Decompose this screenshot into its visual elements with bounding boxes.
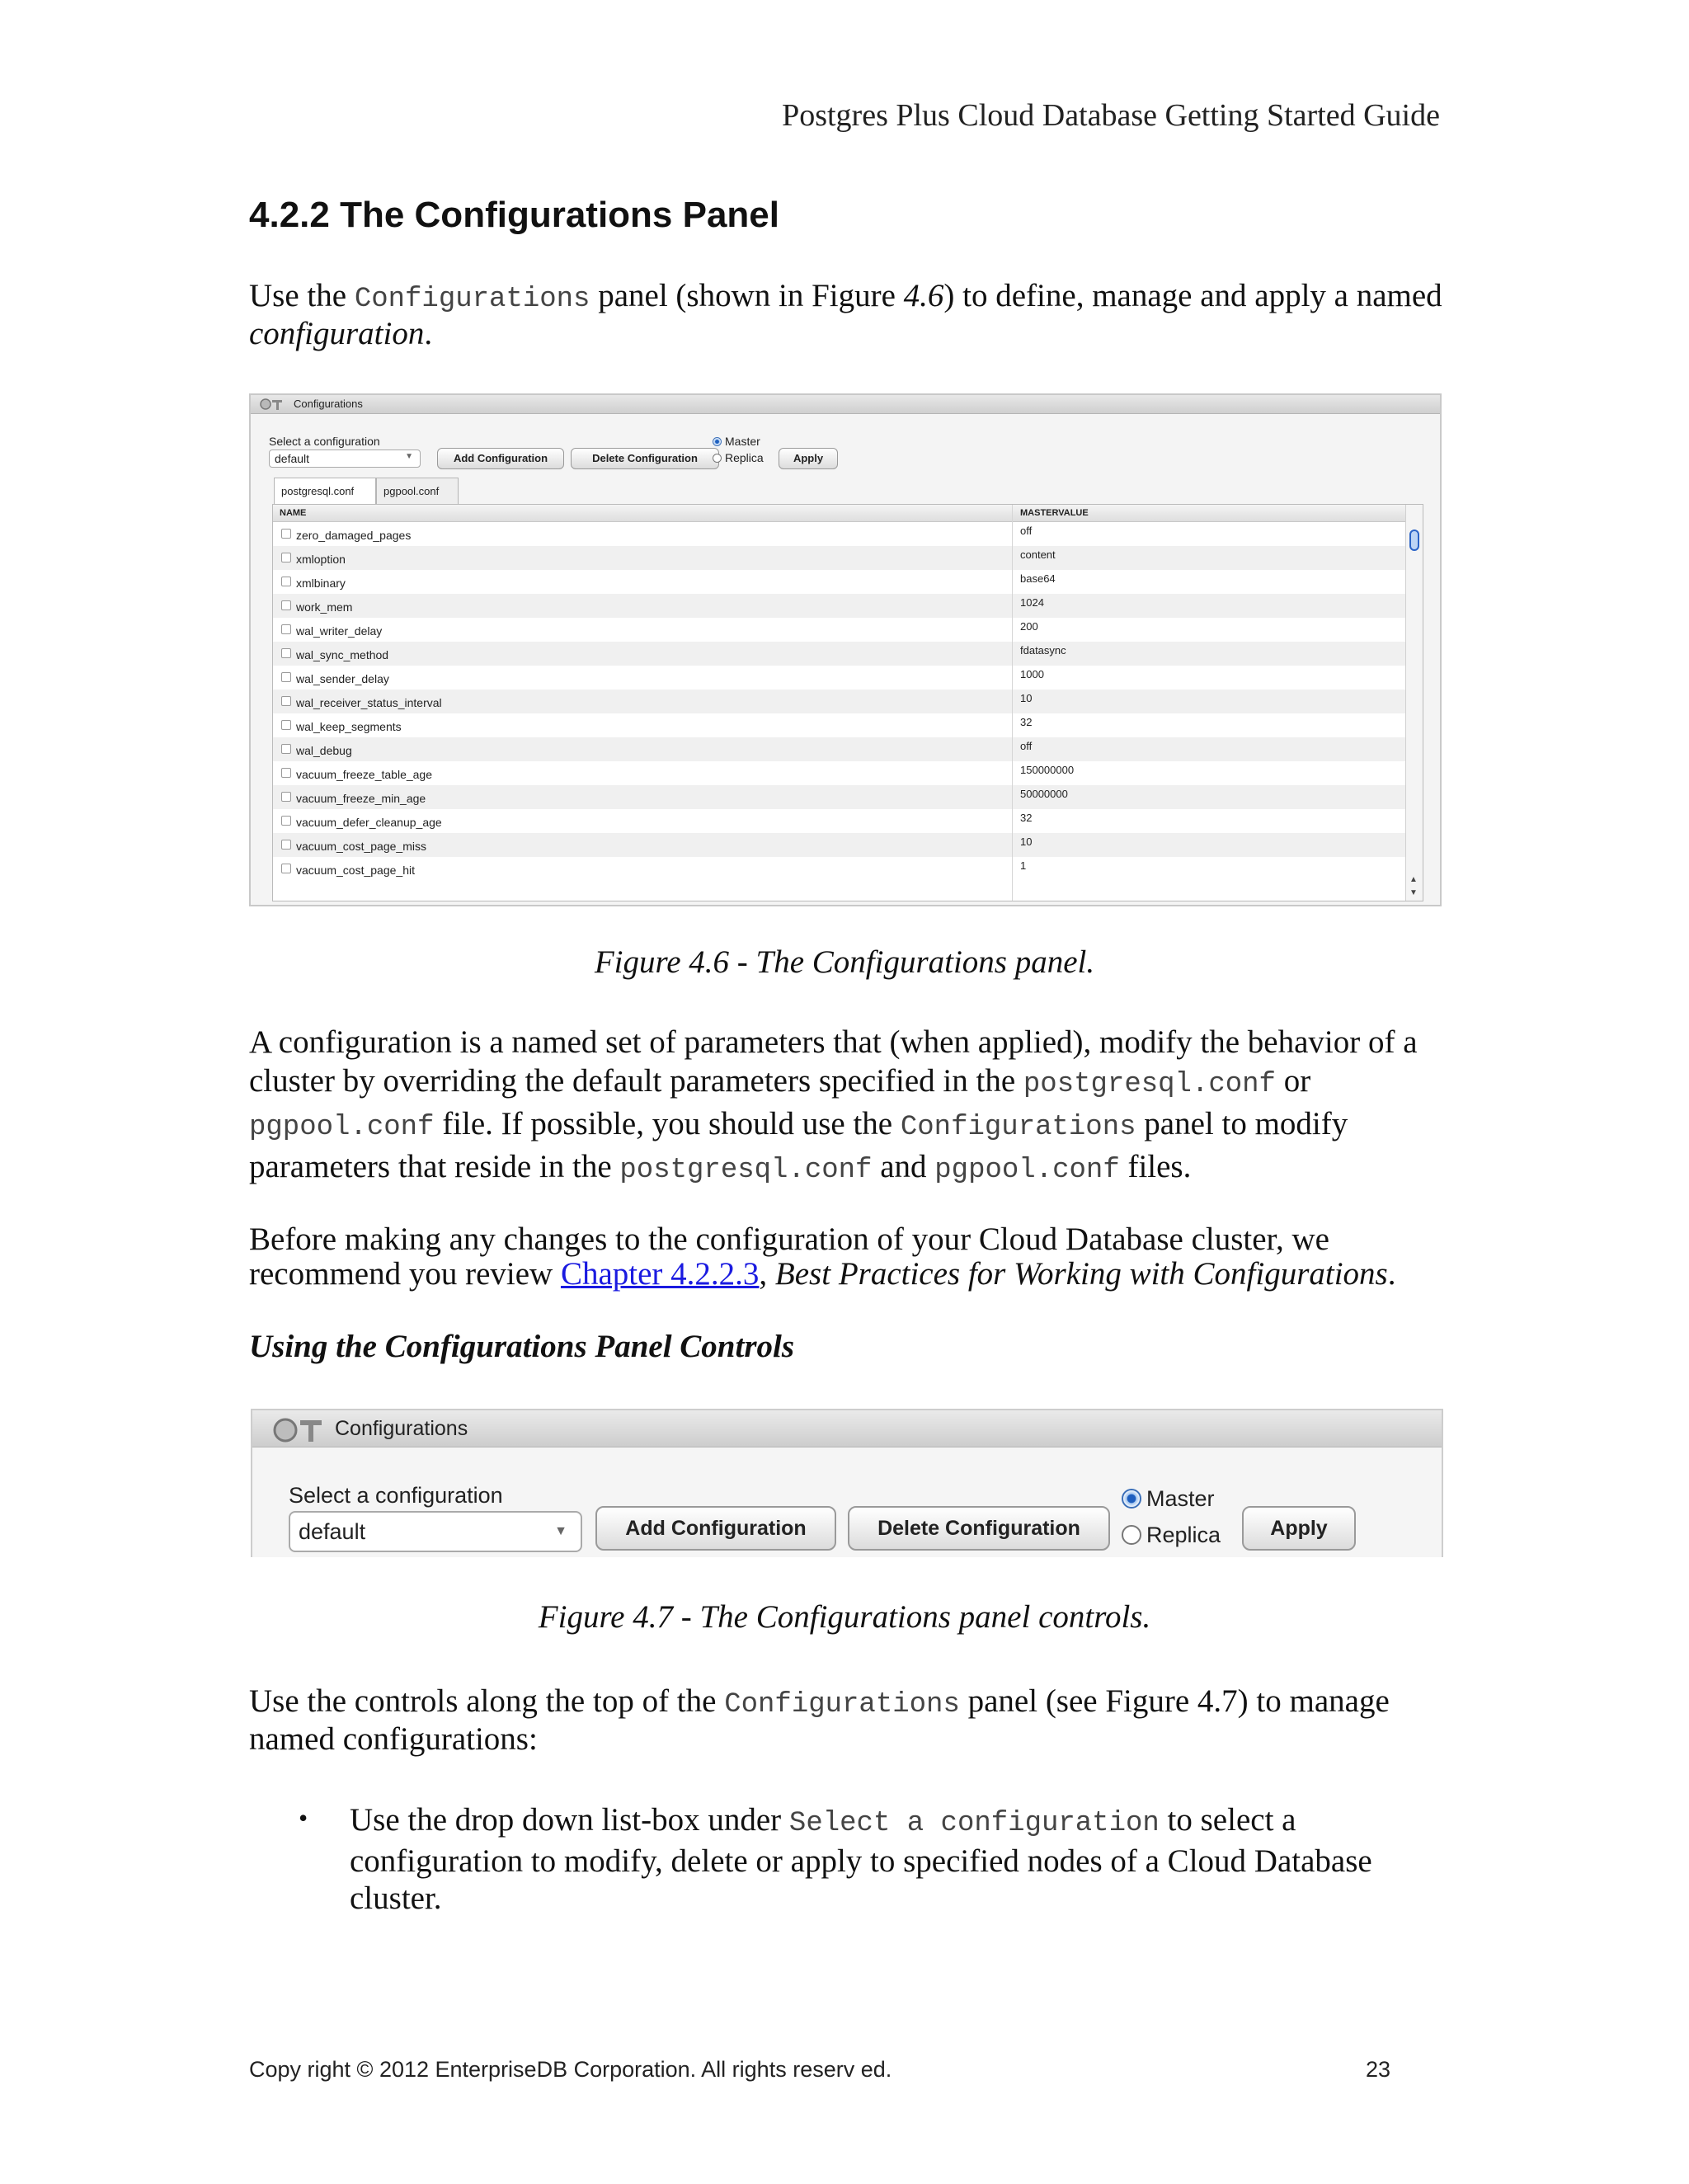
parameter-value[interactable]: 10: [1020, 692, 1033, 704]
configurations-controls-figure: [251, 1409, 1443, 1557]
para3-text-3: .: [1387, 1256, 1396, 1292]
parameter-value[interactable]: base64: [1020, 572, 1056, 585]
para2-text-6: files.: [1119, 1149, 1192, 1184]
intro-text-4: .: [424, 316, 433, 351]
para4-text-1: Use the controls along the top of the: [249, 1683, 725, 1719]
chevron-down-icon: ▼: [554, 1524, 567, 1538]
parameter-name: vacuum_cost_page_miss: [296, 840, 426, 853]
parameter-name: xmlbinary: [296, 577, 346, 590]
table-row[interactable]: [273, 785, 1406, 809]
parameter-name: vacuum_freeze_min_age: [296, 792, 426, 805]
column-header-name[interactable]: NAME: [280, 508, 307, 518]
row-checkbox[interactable]: [281, 696, 291, 706]
table-row[interactable]: [273, 713, 1406, 737]
bullet-marker: •: [299, 1803, 308, 1833]
replica-radio[interactable]: [1122, 1523, 1221, 1548]
row-checkbox[interactable]: [281, 720, 291, 730]
configuration-select-value: default: [299, 1519, 366, 1544]
master-radio[interactable]: [713, 435, 760, 448]
row-checkbox[interactable]: [281, 577, 291, 586]
intro-code-configurations: Configurations: [354, 284, 590, 315]
para2-text-2: or: [1275, 1063, 1311, 1099]
parameter-name: xmloption: [296, 553, 346, 566]
section-heading: 4.2.2 The Configurations Panel: [249, 195, 780, 235]
parameter-name: wal_writer_delay: [296, 624, 383, 638]
parameter-name: vacuum_freeze_table_age: [296, 768, 433, 781]
parameter-value[interactable]: 1: [1020, 859, 1027, 872]
parameter-value[interactable]: off: [1020, 525, 1033, 537]
para4-text-2: panel (see Figure 4.7) to manage named configurations:: [249, 1683, 1390, 1757]
replica-radio-label: Replica: [1146, 1523, 1221, 1547]
add-configuration-button[interactable]: Add Configuration: [595, 1506, 836, 1551]
select-configuration-label: Select a configuration: [289, 1483, 503, 1508]
apply-button[interactable]: Apply: [779, 448, 838, 469]
scrollbar-thumb[interactable]: [1409, 530, 1419, 551]
row-checkbox[interactable]: [281, 864, 291, 873]
tab-pgpool-conf[interactable]: pgpool.conf: [376, 478, 459, 504]
bullet1-text-1: Use the drop down list-box under: [350, 1802, 789, 1838]
radio-empty-icon: [1122, 1525, 1141, 1545]
table-row[interactable]: [273, 594, 1406, 618]
para2-text-5: and: [872, 1149, 935, 1184]
figure-4-7-caption: Figure 4.7 - The Configurations panel controls.: [538, 1599, 1151, 1635]
row-checkbox[interactable]: [281, 816, 291, 826]
replica-radio-label: Replica: [725, 451, 764, 464]
row-checkbox[interactable]: [281, 648, 291, 658]
parameter-name: wal_sender_delay: [296, 672, 389, 685]
radio-empty-icon: [713, 454, 722, 463]
controls-subheading: Using the Configurations Panel Controls: [249, 1329, 795, 1364]
code-select-a-configuration: Select a configuration: [788, 1808, 1160, 1839]
table-row[interactable]: [273, 857, 1406, 881]
code-pgpool-conf: pgpool.conf: [249, 1112, 435, 1143]
configuration-explanation-paragraph: [249, 1023, 1445, 1190]
para2-text-4: panel to modify parameters that reside in the: [249, 1106, 1348, 1184]
row-checkbox[interactable]: [281, 529, 291, 539]
intro-text-3: ) to define, manage and apply a named: [943, 278, 1442, 313]
parameters-table: [272, 504, 1423, 901]
table-row[interactable]: [273, 833, 1406, 857]
best-practices-paragraph: [249, 1222, 1445, 1292]
row-checkbox[interactable]: [281, 600, 291, 610]
master-radio[interactable]: [1122, 1486, 1215, 1512]
tab-postgresql-conf[interactable]: postgresql.conf: [274, 478, 376, 504]
parameter-value[interactable]: 32: [1020, 716, 1033, 728]
parameter-name: wal_debug: [296, 744, 352, 757]
parameter-value[interactable]: 150000000: [1020, 764, 1075, 776]
radio-selected-icon: [1122, 1489, 1141, 1509]
row-checkbox[interactable]: [281, 624, 291, 634]
table-row[interactable]: [273, 690, 1406, 713]
table-row[interactable]: [273, 761, 1406, 785]
intro-text-2: panel (shown in Figure: [590, 278, 904, 313]
column-header-mastervalue[interactable]: MASTERVALUE: [1020, 508, 1089, 518]
panel-title: Configurations: [335, 1417, 468, 1440]
parameter-value[interactable]: fdatasync: [1020, 644, 1066, 657]
radio-selected-icon: [713, 437, 722, 446]
intro-text-1: Use the: [249, 278, 355, 313]
table-row[interactable]: [273, 809, 1406, 833]
select-configuration-label: Select a configuration: [269, 435, 380, 448]
row-checkbox[interactable]: [281, 744, 291, 754]
wrench-tools-icon: [259, 398, 287, 411]
para2-text-1: A configuration is a named set of parameters that (when applied), modify the behavior of a cluster by overriding the default parameters specified in the: [249, 1024, 1418, 1099]
parameter-name: zero_damaged_pages: [296, 529, 412, 542]
para2-text-3: file. If possible, you should use the: [434, 1106, 901, 1141]
configurations-panel-figure: [249, 393, 1442, 906]
row-checkbox[interactable]: [281, 672, 291, 682]
code-postgresql-conf: postgresql.conf: [1023, 1069, 1276, 1100]
delete-configuration-button[interactable]: Delete Configuration: [571, 448, 719, 469]
chevron-down-icon: ▼: [405, 452, 413, 461]
parameter-name: wal_receiver_status_interval: [296, 696, 442, 709]
table-row[interactable]: [273, 618, 1406, 642]
parameter-value[interactable]: 50000000: [1020, 788, 1068, 800]
scroll-up-arrow-icon[interactable]: ▲: [1409, 875, 1418, 884]
column-divider: [1012, 505, 1013, 901]
parameter-name: wal_keep_segments: [296, 720, 402, 733]
configuration-select-value: default: [275, 452, 310, 465]
vertical-scrollbar[interactable]: [1405, 505, 1423, 901]
para3-text-2: ,: [759, 1256, 775, 1292]
master-radio-label: Master: [725, 435, 760, 448]
parameter-name: vacuum_defer_cleanup_age: [296, 816, 442, 829]
row-checkbox[interactable]: [281, 768, 291, 778]
code-postgresql-conf-2: postgresql.conf: [619, 1155, 873, 1186]
row-checkbox[interactable]: [281, 792, 291, 802]
scroll-down-arrow-icon[interactable]: ▼: [1409, 888, 1418, 897]
configuration-select[interactable]: [269, 450, 421, 468]
table-header: [273, 505, 1406, 522]
bullet-item-select: [350, 1801, 1422, 1917]
row-checkbox[interactable]: [281, 840, 291, 850]
para3-text-1: Before making any changes to the configuration of your Cloud Database cluster, we recommend you review: [249, 1221, 1329, 1292]
apply-button[interactable]: Apply: [1242, 1506, 1356, 1551]
table-row[interactable]: [273, 546, 1406, 570]
table-row[interactable]: [273, 737, 1406, 761]
parameter-value[interactable]: off: [1020, 740, 1033, 752]
bullet1-text-2: to select a configuration to modify, delete or apply to specified nodes of a Cloud Database cluster.: [350, 1802, 1372, 1916]
code-configurations: Configurations: [900, 1112, 1136, 1143]
intro-term: configuration: [249, 316, 425, 351]
table-row[interactable]: [273, 570, 1406, 594]
table-body: [273, 522, 1423, 901]
parameter-value[interactable]: 1000: [1020, 668, 1044, 680]
parameter-value[interactable]: 10: [1020, 835, 1033, 848]
parameter-value[interactable]: 200: [1020, 620, 1038, 633]
table-row[interactable]: [273, 666, 1406, 690]
replica-radio[interactable]: [713, 451, 764, 464]
table-row[interactable]: [273, 522, 1406, 546]
parameter-name: wal_sync_method: [296, 648, 389, 661]
parameter-value[interactable]: content: [1020, 548, 1056, 561]
footer-copyright: Copy right © 2012 EnterpriseDB Corporation. All rights reserv ed.: [249, 2057, 892, 2082]
best-practices-title: Best Practices for Working with Configurations: [774, 1256, 1388, 1292]
parameter-name: work_mem: [296, 600, 353, 614]
controls-intro-paragraph: [249, 1684, 1445, 1757]
page-header: Postgres Plus Cloud Database Getting Started Guide: [782, 98, 1440, 133]
page-number: 23: [1366, 2057, 1391, 2082]
configuration-select[interactable]: [289, 1511, 582, 1552]
intro-figure-ref: 4.6: [903, 278, 944, 313]
master-radio-label: Master: [1146, 1486, 1215, 1511]
intro-paragraph: [249, 279, 1445, 351]
panel-title: Configurations: [294, 398, 363, 410]
wrench-tools-icon: [271, 1415, 328, 1443]
panel-titlebar: [251, 395, 1440, 414]
table-row[interactable]: [273, 642, 1406, 666]
add-configuration-button[interactable]: Add Configuration: [437, 448, 564, 469]
code-configurations: Configurations: [724, 1689, 960, 1720]
parameter-value[interactable]: 32: [1020, 812, 1033, 824]
panel-titlebar: [252, 1410, 1442, 1447]
row-checkbox[interactable]: [281, 553, 291, 562]
delete-configuration-button[interactable]: Delete Configuration: [848, 1506, 1110, 1551]
parameter-name: vacuum_cost_page_hit: [296, 864, 415, 877]
code-pgpool-conf-2: pgpool.conf: [934, 1155, 1120, 1186]
chapter-link[interactable]: Chapter 4.2.2.3: [560, 1256, 760, 1292]
figure-4-6-caption: Figure 4.6 - The Configurations panel.: [594, 944, 1095, 980]
parameter-value[interactable]: 1024: [1020, 596, 1044, 609]
